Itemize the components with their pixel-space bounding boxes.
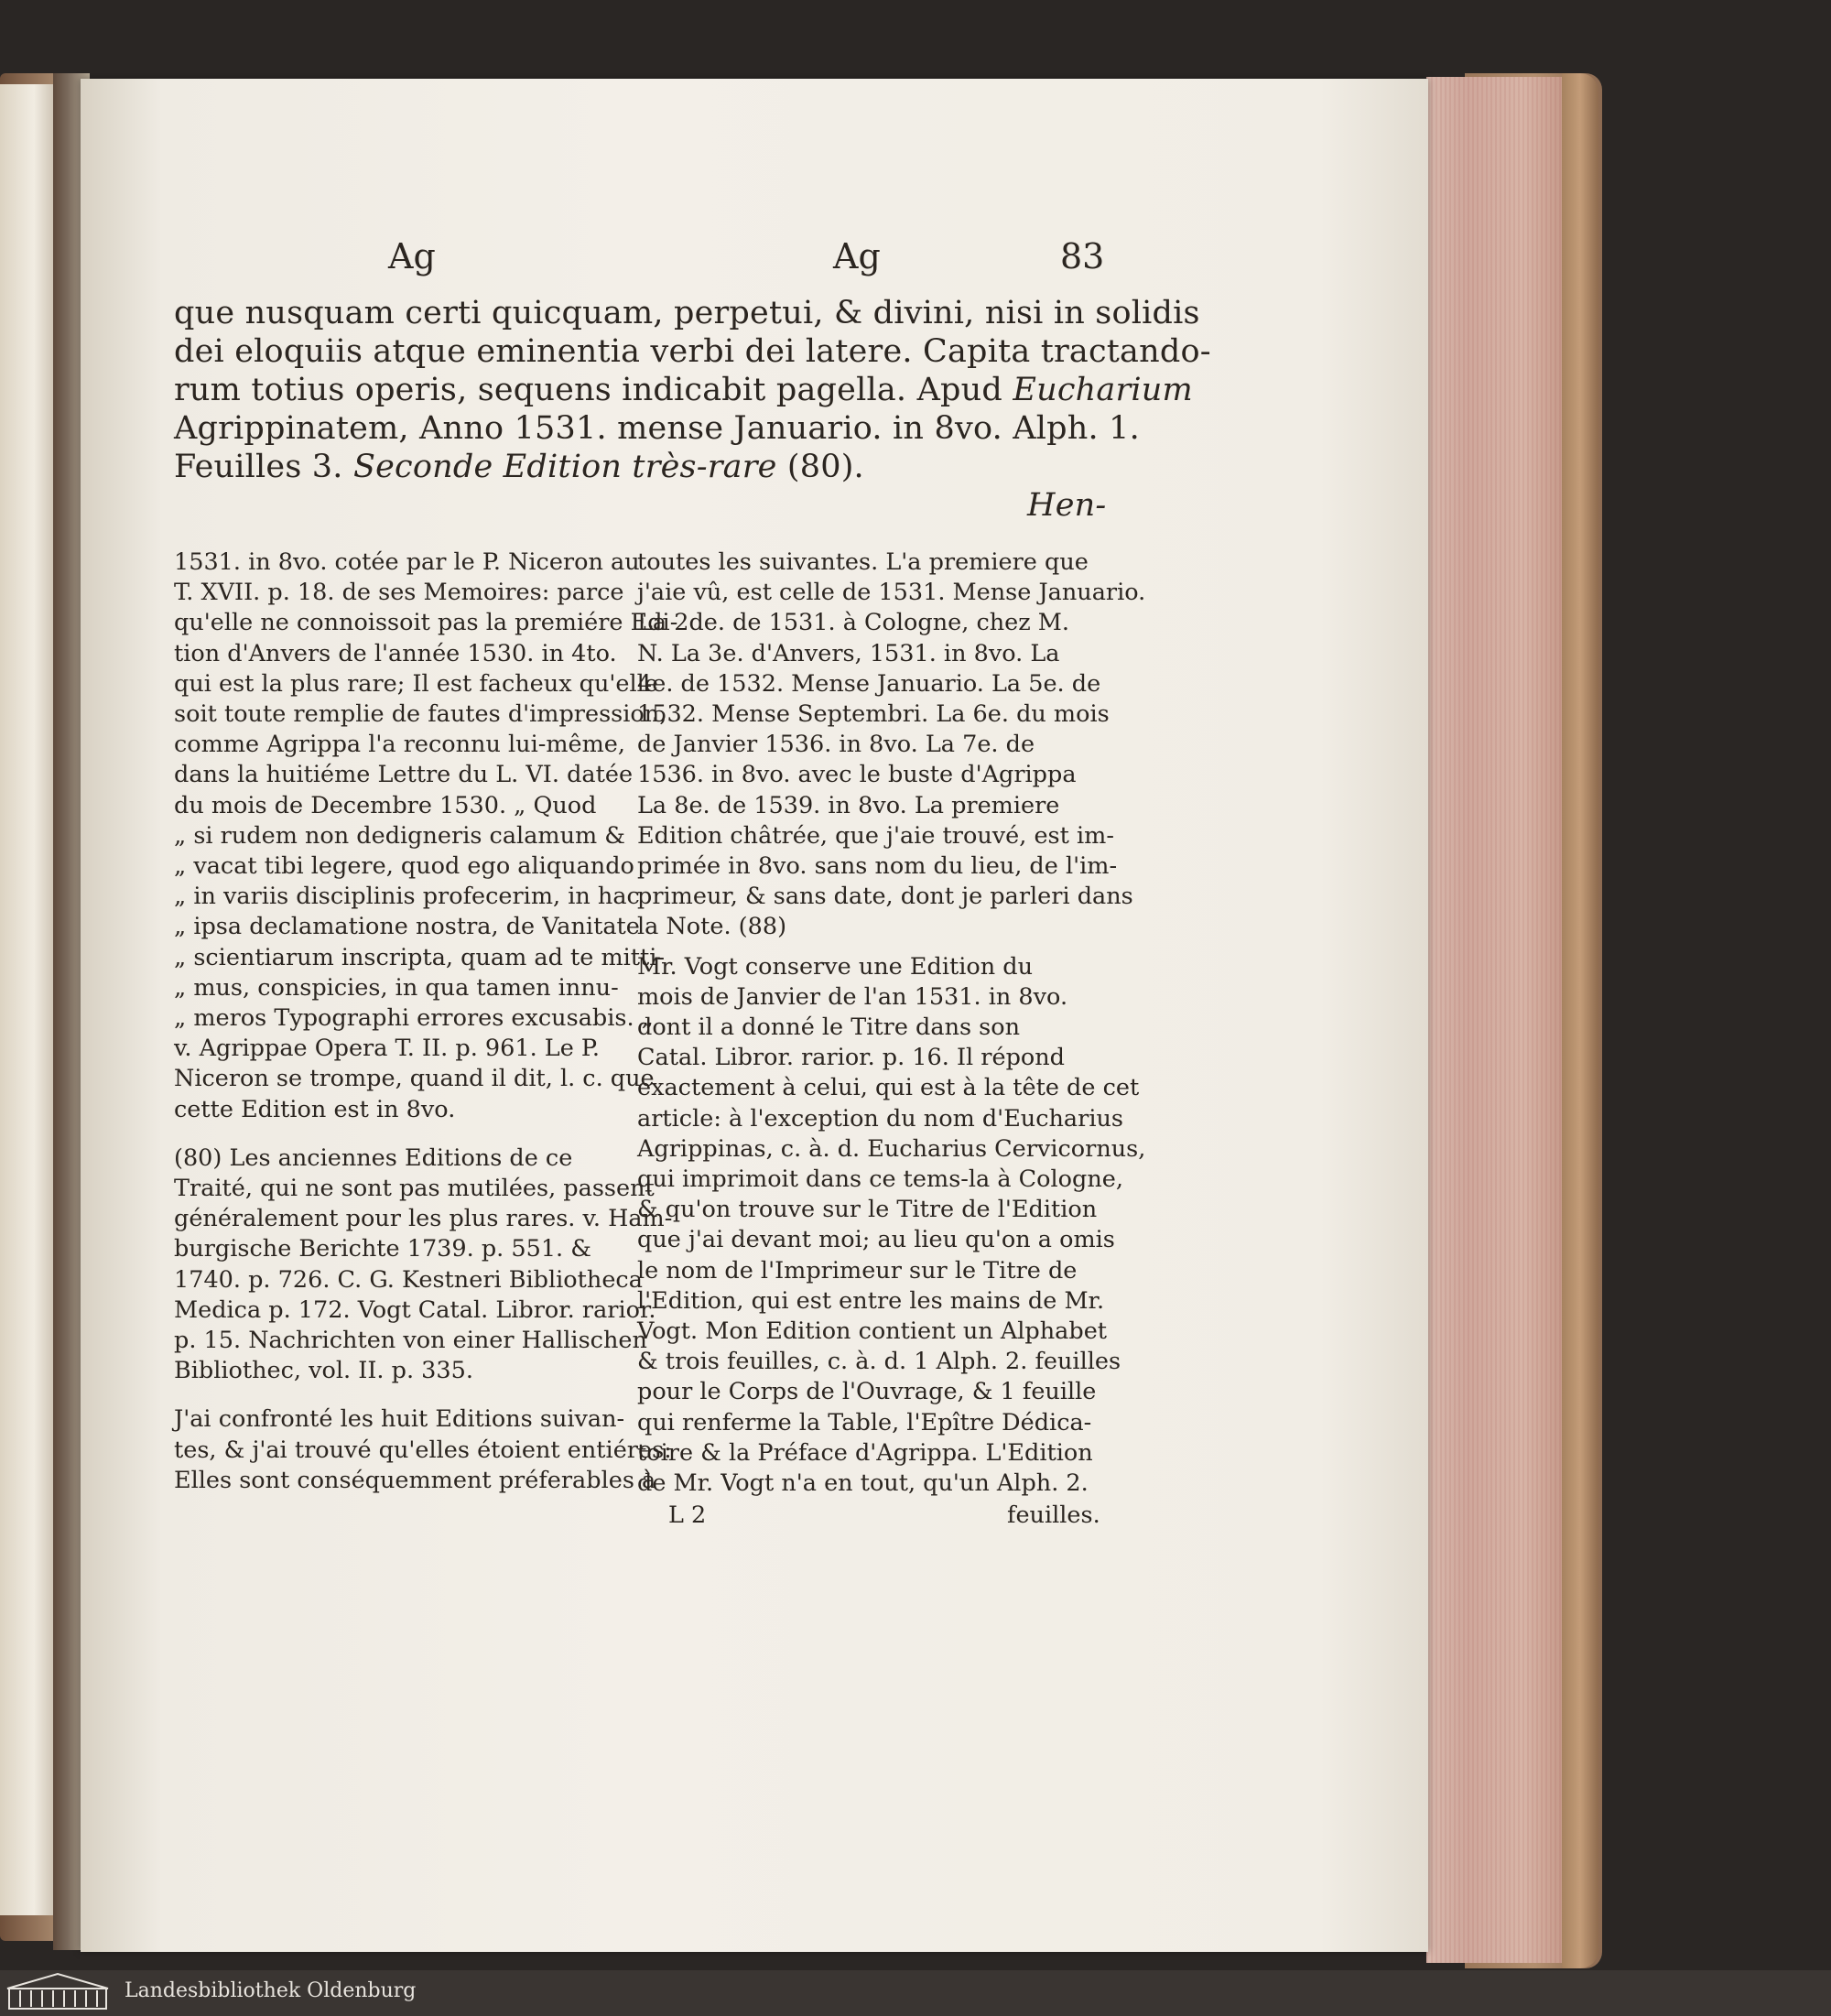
library-building-logo-icon bbox=[4, 1972, 112, 2012]
text-line: qu'elle ne connoissoit pas la premiére Edi- bbox=[174, 609, 678, 637]
text-line: Bibliothec, vol. II. p. 335. bbox=[174, 1357, 473, 1385]
text-line: primée in 8vo. sans nom du lieu, de l'im- bbox=[637, 852, 1118, 881]
running-head-left: Ag bbox=[388, 236, 436, 276]
top-line-5-roman: Feuilles 3. bbox=[174, 449, 353, 485]
text-line: de Janvier 1536. in 8vo. La 7e. de bbox=[637, 731, 1035, 759]
left-para-2 bbox=[174, 1143, 673, 1387]
text-line: dans la huitiéme Lettre du L. VI. datée bbox=[174, 761, 634, 789]
text-line: Vogt. Mon Edition contient un Alphabet bbox=[637, 1317, 1108, 1346]
text-line: Edition châtrée, que j'aie trouvé, est im- bbox=[637, 821, 1114, 850]
text-line: exactement à celui, qui est à la tête de cet bbox=[637, 1074, 1140, 1102]
top-line-1: que nusquam certi quicquam, perpetui, & divini, nisi in solidis bbox=[174, 295, 1200, 331]
text-line: „ si rudem non dedigneris calamum & bbox=[174, 821, 625, 850]
text-line: „ ipsa declamatione nostra, de Vanitate bbox=[174, 913, 640, 941]
text-line: dont il a donné le Titre dans son bbox=[637, 1013, 1021, 1042]
text-line: „ mus, conspicies, in qua tamen innu- bbox=[174, 973, 619, 1002]
text-line: de Mr. Vogt n'a en tout, qu'un Alph. 2. bbox=[637, 1469, 1089, 1498]
text-line: burgische Berichte 1739. p. 551. & bbox=[174, 1235, 591, 1263]
text-line: & qu'on trouve sur le Titre de l'Edition bbox=[637, 1196, 1098, 1224]
text-line: La 2de. de 1531. à Cologne, chez M. bbox=[637, 609, 1069, 637]
text-line: 4e. de 1532. Mense Januario. La 5e. de bbox=[637, 669, 1101, 698]
left-column bbox=[174, 547, 678, 1496]
top-line-4: Agrippinatem, Anno 1531. mense Januario. in 8vo. Alph. 1. bbox=[174, 410, 1140, 447]
text-line: qui est la plus rare; Il est facheux qu'elle bbox=[174, 669, 658, 698]
text-line: „ in variis disciplinis profecerim, in hac bbox=[174, 883, 640, 911]
page-block-edge bbox=[1426, 77, 1564, 1963]
text-line: qui imprimoit dans ce tems-la à Cologne, bbox=[637, 1165, 1123, 1194]
text-line: toire & la Préface d'Agrippa. L'Edition bbox=[637, 1438, 1093, 1467]
text-line: Agrippinas, c. à. d. Eucharius Cervicornus, bbox=[637, 1134, 1146, 1163]
right-column bbox=[637, 547, 1146, 1499]
text-line: du mois de Decembre 1530. „ Quod bbox=[174, 791, 597, 819]
text-line: J'ai confronté les huit Editions suivan- bbox=[174, 1405, 625, 1434]
previous-page-edge bbox=[0, 84, 57, 1915]
text-line: Elles sont conséquemment préferables à bbox=[174, 1466, 656, 1494]
text-line: que j'ai devant moi; au lieu qu'on a omis bbox=[637, 1226, 1115, 1254]
right-cover-edge bbox=[1562, 73, 1598, 1968]
text-line: généralement pour les plus rares. v. Ham- bbox=[174, 1205, 673, 1233]
text-line: Catal. Libror. rarior. p. 16. Il répond bbox=[637, 1044, 1066, 1072]
text-line: mois de Janvier de l'an 1531. in 8vo. bbox=[637, 982, 1068, 1011]
text-line: La 8e. de 1539. in 8vo. La premiere bbox=[637, 791, 1060, 819]
text-line: Mr. Vogt conserve une Edition du bbox=[637, 952, 1034, 981]
right-para-2 bbox=[637, 952, 1146, 1500]
text-line: Traité, qui ne sont pas mutilées, passent bbox=[174, 1175, 655, 1203]
text-line: l'Edition, qui est entre les mains de Mr. bbox=[637, 1286, 1105, 1315]
text-line: & trois feuilles, c. à. d. 1 Alph. 2. feuilles bbox=[637, 1348, 1121, 1376]
text-line: p. 15. Nachrichten von einer Hallischen bbox=[174, 1327, 647, 1355]
text-line: tes, & j'ai trouvé qu'elles étoient entiéres: bbox=[174, 1436, 672, 1464]
text-line: article: à l'exception du nom d'Eucharius bbox=[637, 1104, 1123, 1133]
text-line: 1536. in 8vo. avec le buste d'Agrippa bbox=[637, 761, 1077, 789]
signature-mark: L 2 bbox=[668, 1501, 707, 1529]
top-line-5 bbox=[174, 449, 864, 485]
text-line: soit toute remplie de fautes d'impression, bbox=[174, 700, 667, 729]
top-line-2: dei eloquiis atque eminentia verbi dei latere. Capita tractando- bbox=[174, 333, 1211, 370]
text-line: 1531. in 8vo. cotée par le P. Niceron au bbox=[174, 548, 640, 576]
right-para-1 bbox=[637, 547, 1146, 943]
text-line: 1740. p. 726. C. G. Kestneri Bibliotheca bbox=[174, 1265, 643, 1294]
text-line: j'aie vû, est celle de 1531. Mense Januario. bbox=[637, 579, 1146, 607]
text-line: (80) Les anciennes Editions de ce bbox=[174, 1143, 573, 1172]
text-line: Medica p. 172. Vogt Catal. Libror. rarior. bbox=[174, 1295, 656, 1324]
text-line: v. Agrippae Opera T. II. p. 961. Le P. bbox=[174, 1035, 601, 1063]
text-line: comme Agrippa l'a reconnu lui-même, bbox=[174, 731, 625, 759]
text-line: „ vacat tibi legere, quod ego aliquando bbox=[174, 852, 634, 881]
text-line: „ meros Typographi errores excusabis. „ bbox=[174, 1004, 654, 1033]
catchword-hen: Hen- bbox=[1027, 487, 1107, 524]
text-line: primeur, & sans date, dont je parleri dans bbox=[637, 883, 1133, 911]
text-line: le nom de l'Imprimeur sur le Titre de bbox=[637, 1256, 1078, 1284]
text-line: qui renferme la Table, l'Epître Dédica- bbox=[637, 1408, 1092, 1436]
text-line: toutes les suivantes. L'a premiere que bbox=[637, 548, 1089, 576]
running-head-center: Ag bbox=[833, 236, 881, 276]
text-line: „ scientiarum inscripta, quam ad te mitti- bbox=[174, 943, 666, 971]
text-line: pour le Corps de l'Ouvrage, & 1 feuille bbox=[637, 1378, 1097, 1406]
catchword: feuilles. bbox=[1007, 1501, 1100, 1529]
text-line: 1532. Mense Septembri. La 6e. du mois bbox=[637, 700, 1110, 729]
left-para-1 bbox=[174, 547, 678, 1125]
library-name: Landesbibliothek Oldenburg bbox=[125, 1979, 417, 2002]
top-line-3-italic: Eucharium bbox=[1013, 372, 1193, 408]
top-line-3 bbox=[174, 372, 1193, 408]
left-para-3 bbox=[174, 1404, 672, 1496]
top-line-3-text: rum totius operis, sequens indicabit pagella. Apud bbox=[174, 372, 1013, 408]
text-line: T. XVII. p. 18. de ses Memoires: parce bbox=[174, 579, 624, 607]
top-line-5-italic: Seconde Edition très-rare bbox=[352, 449, 777, 485]
page-number: 83 bbox=[1060, 236, 1105, 276]
text-line: cette Edition est in 8vo. bbox=[174, 1095, 456, 1123]
text-line: la Note. (88) bbox=[637, 913, 787, 941]
text-line: tion d'Anvers de l'année 1530. in 4to. bbox=[174, 639, 617, 667]
text-line: N. La 3e. d'Anvers, 1531. in 8vo. La bbox=[637, 639, 1060, 667]
text-line: Niceron se trompe, quand il dit, l. c. que bbox=[174, 1065, 655, 1093]
top-line-5-end: (80). bbox=[776, 449, 864, 485]
